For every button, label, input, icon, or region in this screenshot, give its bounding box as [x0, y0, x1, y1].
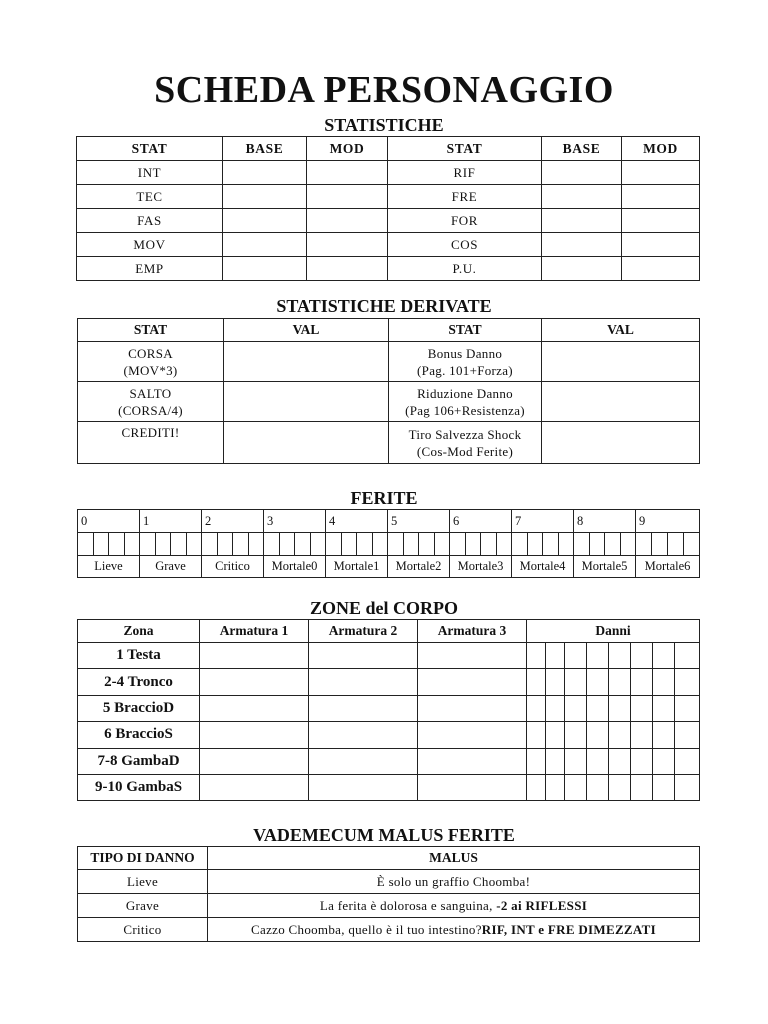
ferite-box-group	[388, 533, 450, 556]
mod-field[interactable]	[307, 257, 388, 281]
wound-box[interactable]	[481, 533, 497, 555]
wound-box[interactable]	[156, 533, 172, 555]
header-stat: STAT	[389, 319, 542, 342]
armor-field[interactable]	[200, 722, 309, 748]
wound-box[interactable]	[187, 533, 202, 555]
table-row	[78, 774, 700, 800]
base-field[interactable]	[223, 209, 307, 233]
wound-box[interactable]	[559, 533, 574, 555]
wound-box[interactable]	[109, 533, 125, 555]
wound-box[interactable]	[125, 533, 140, 555]
ferite-number: 6	[450, 510, 512, 533]
damage-box[interactable]	[587, 643, 609, 669]
ferite-table	[77, 509, 700, 578]
wound-box[interactable]	[171, 533, 187, 555]
damage-box[interactable]	[527, 748, 546, 774]
damage-box[interactable]	[675, 748, 700, 774]
damage-box[interactable]	[546, 722, 565, 748]
header-val: VAL	[542, 319, 700, 342]
stat-label: P.U.	[388, 257, 542, 281]
wound-box[interactable]	[590, 533, 606, 555]
armor-field[interactable]	[309, 695, 418, 721]
mod-field[interactable]	[622, 185, 700, 209]
ferite-numbers-row	[78, 510, 700, 533]
val-field[interactable]	[224, 422, 389, 464]
ferite-box-group	[326, 533, 388, 556]
ferite-heading: FERITE	[350, 488, 418, 508]
header-val: VAL	[224, 319, 389, 342]
damage-box[interactable]	[631, 669, 653, 695]
derivate-heading: STATISTICHE DERIVATE	[276, 296, 492, 316]
ferite-box-group	[512, 533, 574, 556]
wound-box[interactable]	[264, 533, 280, 555]
ferite-number: 9	[636, 510, 700, 533]
derived-stat-label: Tiro Salvezza Shock (Cos-Mod Ferite)	[389, 422, 542, 464]
armor-field[interactable]	[200, 748, 309, 774]
wound-box[interactable]	[497, 533, 512, 555]
damage-box[interactable]	[565, 722, 587, 748]
damage-box[interactable]	[653, 669, 675, 695]
damage-type: Critico	[78, 918, 208, 942]
damage-box[interactable]	[546, 669, 565, 695]
mod-field[interactable]	[622, 257, 700, 281]
wound-box[interactable]	[140, 533, 156, 555]
armor-field[interactable]	[309, 669, 418, 695]
ferite-labels-row	[78, 556, 700, 578]
stat-label: RIF	[388, 161, 542, 185]
wound-box[interactable]	[574, 533, 590, 555]
armor-field[interactable]	[200, 643, 309, 669]
wound-box[interactable]	[652, 533, 668, 555]
ferite-label: Mortale5	[574, 556, 636, 578]
damage-box[interactable]	[609, 722, 631, 748]
damage-box[interactable]	[587, 669, 609, 695]
base-field[interactable]	[542, 233, 622, 257]
header-armatura-2: Armatura 2	[309, 620, 418, 643]
ferite-box-group	[78, 533, 140, 556]
derived-stat-label: Bonus Danno (Pag. 101+Forza)	[389, 342, 542, 382]
table-row	[77, 233, 700, 257]
stat-label: MOV	[77, 233, 223, 257]
damage-type: Lieve	[78, 870, 208, 894]
table-row	[78, 870, 700, 894]
ferite-number: 4	[326, 510, 388, 533]
wound-box[interactable]	[342, 533, 358, 555]
damage-box[interactable]	[631, 774, 653, 800]
table-row	[78, 748, 700, 774]
wound-box[interactable]	[419, 533, 435, 555]
table-row	[77, 257, 700, 281]
stat-label: TEC	[77, 185, 223, 209]
header-mod: MOD	[622, 137, 700, 161]
armor-field[interactable]	[200, 774, 309, 800]
wound-box[interactable]	[528, 533, 544, 555]
header-zona: Zona	[78, 620, 200, 643]
ferite-box-group	[202, 533, 264, 556]
damage-box[interactable]	[609, 643, 631, 669]
damage-box[interactable]	[675, 669, 700, 695]
zone-label: 2-4 Tronco	[78, 669, 200, 695]
damage-box[interactable]	[587, 722, 609, 748]
wound-box[interactable]	[450, 533, 466, 555]
val-field[interactable]	[542, 382, 700, 422]
ferite-box-group	[574, 533, 636, 556]
damage-box[interactable]	[565, 774, 587, 800]
vademecum-heading: VADEMECUM MALUS FERITE	[253, 825, 515, 845]
table-row	[78, 382, 700, 422]
damage-box[interactable]	[631, 695, 653, 721]
ferite-box-group	[264, 533, 326, 556]
ferite-boxes-row	[78, 533, 700, 556]
base-field[interactable]	[223, 185, 307, 209]
table-row	[78, 894, 700, 918]
wound-box[interactable]	[373, 533, 388, 555]
header-armatura-3: Armatura 3	[418, 620, 527, 643]
vademecum-header-row	[78, 847, 700, 870]
base-field[interactable]	[223, 233, 307, 257]
ferite-label: Mortale0	[264, 556, 326, 578]
wound-box[interactable]	[218, 533, 234, 555]
zone-label: 7-8 GambaD	[78, 748, 200, 774]
armor-field[interactable]	[418, 722, 527, 748]
ferite-number: 8	[574, 510, 636, 533]
table-row	[77, 209, 700, 233]
malus-text: Cazzo Choomba, quello è il tuo intestino?RIF, INT e FRE DIMEZZATI	[208, 918, 700, 942]
wound-box[interactable]	[684, 533, 699, 555]
malus-text: La ferita è dolorosa e sanguina, -2 ai RIFLESSI	[208, 894, 700, 918]
wound-box[interactable]	[233, 533, 249, 555]
damage-box[interactable]	[587, 695, 609, 721]
wound-box[interactable]	[605, 533, 621, 555]
stat-label: FOR	[388, 209, 542, 233]
statistiche-heading: STATISTICHE	[324, 115, 444, 135]
armor-field[interactable]	[309, 748, 418, 774]
ferite-label: Mortale1	[326, 556, 388, 578]
wound-box[interactable]	[280, 533, 296, 555]
damage-box[interactable]	[527, 774, 546, 800]
header-tipo-di-danno: TIPO DI DANNO	[78, 847, 208, 870]
damage-box[interactable]	[527, 722, 546, 748]
derivate-header-row	[78, 319, 700, 342]
page-title: SCHEDA PERSONAGGIO	[154, 69, 614, 111]
derived-stat-label: CORSA (MOV*3)	[78, 342, 224, 382]
armor-field[interactable]	[418, 643, 527, 669]
wound-box[interactable]	[326, 533, 342, 555]
damage-box[interactable]	[653, 722, 675, 748]
ferite-number: 3	[264, 510, 326, 533]
table-row	[77, 161, 700, 185]
damage-box[interactable]	[587, 748, 609, 774]
wound-box[interactable]	[388, 533, 404, 555]
wound-box[interactable]	[94, 533, 110, 555]
mod-field[interactable]	[307, 233, 388, 257]
val-field[interactable]	[224, 342, 389, 382]
statistiche-header-row	[77, 137, 700, 161]
derived-stat-label: CREDITI!	[78, 422, 224, 464]
wound-box[interactable]	[249, 533, 264, 555]
armor-field[interactable]	[418, 695, 527, 721]
table-row	[77, 185, 700, 209]
stat-label: FRE	[388, 185, 542, 209]
ferite-box-group	[636, 533, 700, 556]
ferite-number: 5	[388, 510, 450, 533]
damage-box[interactable]	[546, 774, 565, 800]
ferite-number: 0	[78, 510, 140, 533]
armor-field[interactable]	[418, 774, 527, 800]
header-mod: MOD	[307, 137, 388, 161]
damage-box[interactable]	[609, 748, 631, 774]
zone-label: 1 Testa	[78, 643, 200, 669]
armor-field[interactable]	[418, 748, 527, 774]
damage-box[interactable]	[675, 722, 700, 748]
ferite-label: Critico	[202, 556, 264, 578]
damage-box[interactable]	[527, 695, 546, 721]
zone-label: 9-10 GambaS	[78, 774, 200, 800]
derived-stat-label: SALTO (CORSA/4)	[78, 382, 224, 422]
damage-box[interactable]	[675, 695, 700, 721]
header-armatura-1: Armatura 1	[200, 620, 309, 643]
ferite-label: Grave	[140, 556, 202, 578]
mod-field[interactable]	[307, 161, 388, 185]
header-stat: STAT	[78, 319, 224, 342]
base-field[interactable]	[542, 185, 622, 209]
mod-field[interactable]	[622, 209, 700, 233]
table-row	[78, 695, 700, 721]
damage-box[interactable]	[565, 748, 587, 774]
base-field[interactable]	[223, 161, 307, 185]
armor-field[interactable]	[200, 669, 309, 695]
ferite-label: Mortale6	[636, 556, 700, 578]
armor-field[interactable]	[309, 643, 418, 669]
damage-type: Grave	[78, 894, 208, 918]
ferite-label: Mortale3	[450, 556, 512, 578]
damage-box[interactable]	[653, 695, 675, 721]
damage-box[interactable]	[653, 748, 675, 774]
mod-field[interactable]	[307, 185, 388, 209]
wound-box[interactable]	[512, 533, 528, 555]
damage-box[interactable]	[675, 643, 700, 669]
zone-heading: ZONE del CORPO	[309, 598, 458, 618]
wound-box[interactable]	[466, 533, 482, 555]
wound-box[interactable]	[78, 533, 94, 555]
wound-box[interactable]	[311, 533, 326, 555]
header-stat: STAT	[77, 137, 223, 161]
damage-box[interactable]	[653, 774, 675, 800]
ferite-label: Lieve	[78, 556, 140, 578]
wound-box[interactable]	[435, 533, 450, 555]
base-field[interactable]	[542, 257, 622, 281]
table-row	[78, 342, 700, 382]
armor-field[interactable]	[309, 722, 418, 748]
damage-box[interactable]	[609, 695, 631, 721]
base-field[interactable]	[542, 161, 622, 185]
damage-box[interactable]	[546, 695, 565, 721]
damage-box[interactable]	[675, 774, 700, 800]
wound-box[interactable]	[295, 533, 311, 555]
ferite-label: Mortale2	[388, 556, 450, 578]
armor-field[interactable]	[200, 695, 309, 721]
vademecum-table	[77, 846, 700, 942]
ferite-number: 1	[140, 510, 202, 533]
statistiche-table	[76, 136, 700, 281]
derivate-table	[77, 318, 700, 464]
armor-field[interactable]	[309, 774, 418, 800]
wound-box[interactable]	[357, 533, 373, 555]
zone-table	[77, 619, 700, 801]
header-malus: MALUS	[208, 847, 700, 870]
stat-label: INT	[77, 161, 223, 185]
val-field[interactable]	[542, 422, 700, 464]
ferite-number: 2	[202, 510, 264, 533]
header-base: BASE	[542, 137, 622, 161]
table-row	[78, 643, 700, 669]
base-field[interactable]	[542, 209, 622, 233]
wound-box[interactable]	[543, 533, 559, 555]
val-field[interactable]	[224, 382, 389, 422]
val-field[interactable]	[542, 342, 700, 382]
ferite-box-group	[140, 533, 202, 556]
damage-box[interactable]	[565, 643, 587, 669]
damage-box[interactable]	[546, 748, 565, 774]
wound-box[interactable]	[621, 533, 636, 555]
damage-box[interactable]	[587, 774, 609, 800]
header-danni: Danni	[527, 620, 700, 643]
damage-box[interactable]	[609, 669, 631, 695]
header-stat: STAT	[388, 137, 542, 161]
damage-box[interactable]	[631, 722, 653, 748]
stat-label: COS	[388, 233, 542, 257]
ferite-number: 7	[512, 510, 574, 533]
table-row	[78, 422, 700, 464]
wound-box[interactable]	[404, 533, 420, 555]
malus-text: È solo un graffio Choomba!	[208, 870, 700, 894]
zone-header-row	[78, 620, 700, 643]
zone-label: 5 BraccioD	[78, 695, 200, 721]
damage-box[interactable]	[631, 643, 653, 669]
damage-box[interactable]	[653, 643, 675, 669]
header-base: BASE	[223, 137, 307, 161]
zone-label: 6 BraccioS	[78, 722, 200, 748]
table-row	[78, 918, 700, 942]
armor-field[interactable]	[418, 669, 527, 695]
table-row	[78, 669, 700, 695]
table-row	[78, 722, 700, 748]
wound-box[interactable]	[668, 533, 684, 555]
mod-field[interactable]	[622, 233, 700, 257]
stat-label: EMP	[77, 257, 223, 281]
base-field[interactable]	[223, 257, 307, 281]
damage-box[interactable]	[527, 669, 546, 695]
damage-box[interactable]	[527, 643, 546, 669]
wound-box[interactable]	[202, 533, 218, 555]
mod-field[interactable]	[307, 209, 388, 233]
derived-stat-label: Riduzione Danno (Pag 106+Resistenza)	[389, 382, 542, 422]
damage-box[interactable]	[631, 748, 653, 774]
damage-box[interactable]	[565, 695, 587, 721]
damage-box[interactable]	[546, 643, 565, 669]
mod-field[interactable]	[622, 161, 700, 185]
ferite-label: Mortale4	[512, 556, 574, 578]
wound-box[interactable]	[636, 533, 652, 555]
ferite-box-group	[450, 533, 512, 556]
damage-box[interactable]	[565, 669, 587, 695]
damage-box[interactable]	[609, 774, 631, 800]
stat-label: FAS	[77, 209, 223, 233]
